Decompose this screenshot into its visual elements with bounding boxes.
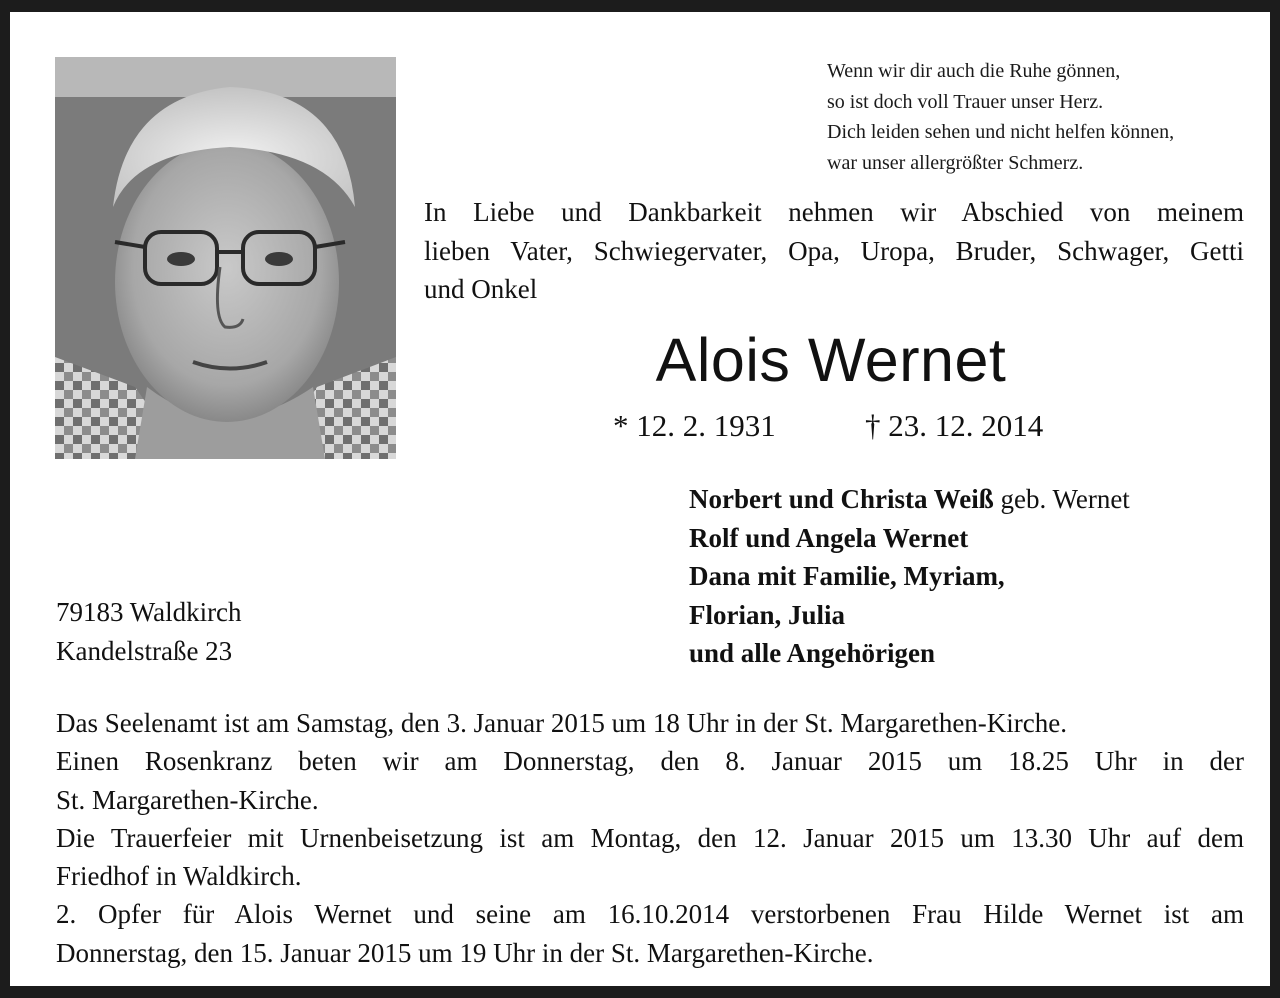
family-line: Florian, Julia: [689, 599, 846, 630]
service-line: Friedhof in Waldkirch.: [56, 861, 302, 892]
address-street: Kandelstraße 23: [56, 635, 233, 666]
address-city: 79183 Waldkirch: [56, 597, 242, 627]
poem-line: Wenn wir dir auch die Ruhe gönnen,: [827, 60, 1121, 82]
family-line: und alle Angehörigen: [689, 638, 936, 668]
deceased-name: Alois Wernet: [655, 326, 1007, 394]
service-line: Die Trauerfeier mit Urnenbeisetzung ist am Montag, den 12. Januar 2015 um 13.30 Uhr auf dem: [56, 822, 1244, 853]
farewell-intro: [424, 193, 1244, 309]
service-line: St. Margarethen-Kirche.: [56, 784, 319, 815]
service-line: 2. Opfer für Alois Wernet und seine am 16.10.2014 verstorbenen Frau Hilde Wernet ist am: [56, 899, 1244, 930]
poem-line: Dich leiden sehen und nicht helfen können,: [827, 121, 1175, 143]
intro-line: lieben Vater, Schwiegervater, Opa, Uropa, Bruder, Schwager, Getti: [424, 235, 1244, 266]
portrait-image: [55, 57, 396, 459]
poem-line: war unser allergrößter Schmerz.: [827, 151, 1084, 174]
family-members: [689, 480, 1130, 673]
family-line: Dana mit Familie, Myriam,: [689, 561, 1005, 591]
family-line: Norbert und Christa Weiß geb. Wernet: [689, 484, 1130, 514]
intro-line: und Onkel: [424, 274, 538, 304]
service-line: Donnerstag, den 15. Januar 2015 um 19 Uhr in der St. Margarethen-Kirche.: [56, 937, 874, 968]
family-line: Rolf und Angela Wernet: [689, 522, 969, 553]
poem-line: so ist doch voll Trauer unser Herz.: [827, 90, 1104, 113]
birth-date: * 12. 2. 1931: [613, 408, 776, 443]
poem: [827, 56, 1267, 178]
address: [56, 593, 242, 670]
death-date: † 23. 12. 2014: [865, 408, 1044, 443]
service-details: [56, 704, 1244, 972]
service-line: Einen Rosenkranz beten wir am Donnerstag, den 8. Januar 2015 um 18.25 Uhr in der: [56, 746, 1244, 777]
intro-line: In Liebe und Dankbarkeit nehmen wir Abschied von meinem: [424, 197, 1244, 227]
service-line: Das Seelenamt ist am Samstag, den 3. Januar 2015 um 18 Uhr in der St. Margarethen-Kirche.: [56, 708, 1068, 738]
portrait-photo: [55, 57, 396, 459]
